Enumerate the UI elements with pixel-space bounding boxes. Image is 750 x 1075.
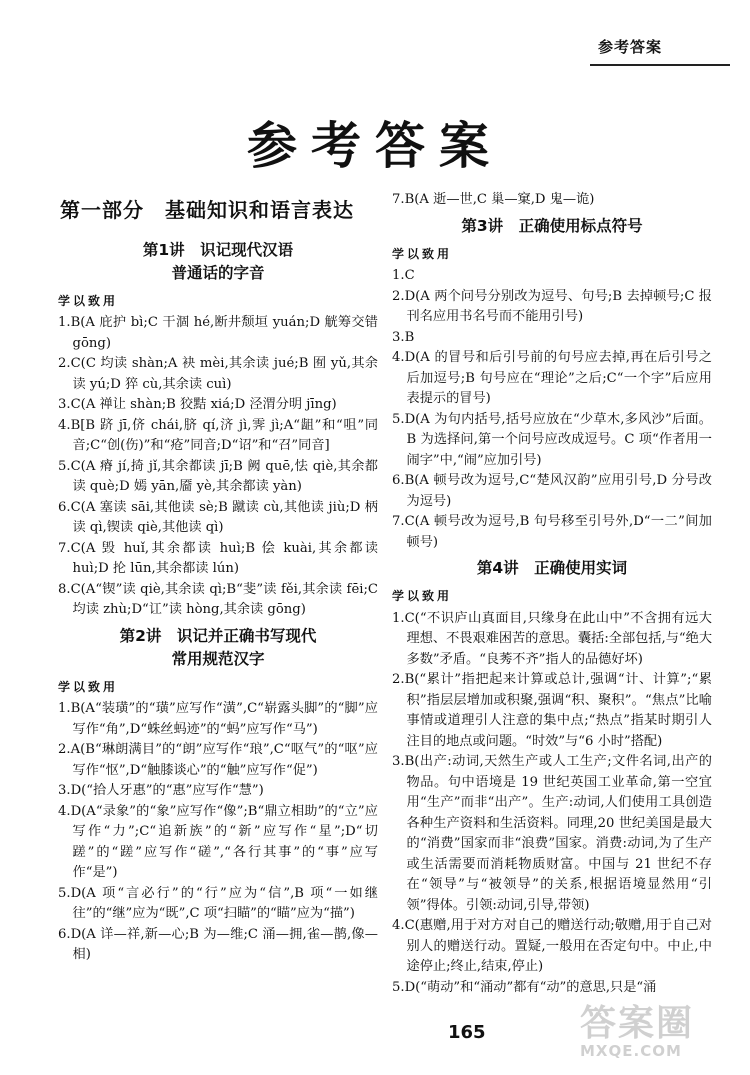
section-3-subheading: 学以致用: [392, 246, 453, 261]
section-4-title: 第4讲 正确使用实词: [476, 559, 628, 577]
answer-item: 3.B(出产:动词,天然生产或人工生产;文件名词,出产的物品。句中语境是 19 世纪英国工业革命,第一空宜用“生产”而非“出产”。生产:动词,人们使用工具创造各种生产资料和生活资料。同理,20 世纪美国是最大的“消费”国家而非“浪费”国家。消费:动词,为了生产或生活需要而消耗物质财富。中国与 21 世纪不存在“领导”与“被领导”的关系,根据语境显然用“引领”得体。引领:动词,引导,带领): [392, 754, 712, 913]
answer-item: 1.B(A 庇护 bì;C 干涸 hé,断井颓垣 yuán;D 觥筹交错 gōng): [58, 315, 378, 351]
answer-item: 4.D(A 的冒号和后引号前的句号应去掉,再在后引号之后加逗号;B 句号应在“理论”之后;C“一个字”后应用表提示的冒号): [392, 350, 712, 406]
answer-item: 1.C: [392, 268, 415, 283]
answer-item: 4.C(惠赠,用于对方对自己的赠送行动;敬赠,用于自己对别人的赠送行动。置疑,一般用在否定句中。中止,中途停止;终止,结束,停止): [392, 918, 712, 974]
section-1-title-line1: 第1讲 识记现代汉语: [142, 240, 294, 259]
section-2-title-line1: 第2讲 识记并正确书写现代: [119, 626, 317, 645]
section-4-subheading: 学以致用: [392, 589, 453, 603]
answer-item: 3.D(“拾人牙惠”的“惠”应写作“慧”): [58, 783, 264, 798]
right-column: [392, 190, 712, 998]
section-2-title: [58, 625, 378, 671]
watermark-line2: MXQE.COM: [580, 1042, 682, 1060]
section-1-title: [58, 239, 378, 285]
answer-item: 5.D(A 为句内括号,括号应放在“少草木,多风沙”后面。B 为选择问,第一个问号应改成逗号。C 项“作者用一闹字”中,“闹”应加引号): [392, 411, 712, 468]
answer-item: 4.D(A“录象”的“象”应写作“像”;B“鼎立相助”的“立”应写作“力”;C“追新族”的“新”应写作“星”;D“切蹉”的“蹉”应写作“磋”,“各行其事”的“事”应写作“是”): [58, 803, 378, 880]
page-number: 165: [448, 1022, 486, 1043]
answer-item: 1.C(“不识庐山真面目,只缘身在此山中”不含拥有远大理想、不畏艰难困苦的意思。囊括:全部包括,与“绝大多数”矛盾。“良莠不齐”指人的品德好坏): [392, 610, 713, 667]
answer-item: 6.C(A 塞读 sāi,其他读 sè;B 蹴读 cù,其他读 jiù;D 柄读 qì,锲读 qiè,其他读 qì): [58, 499, 378, 535]
answer-item: 5.D(“萌动”和“涌动”都有“动”的意思,只是“涌: [392, 979, 657, 995]
answer-item: 2.A(B“琳朗满目”的“朗”应写作“琅”,C“呕气”的“呕”应写作“怄”,D“触膝谈心”的“触”应写作“促”): [58, 742, 378, 778]
answer-item: 1.B(A“装璜”的“璜”应写作“潢”,C“崭露头脚”的“脚”应写作“角”,D“蛛丝蚂迹”的“蚂”应写作“马”): [58, 701, 378, 737]
header-rule: [590, 64, 730, 66]
section-2-title-line2: 常用规范汉字: [171, 649, 265, 668]
header-label: 参考答案: [598, 38, 663, 56]
answer-item: 8.C(A“锲”读 qiè,其余读 qì;B“斐”读 fěi,其余读 fēi;C 均读 zhù;D“讧”读 hòng,其余读 gōng): [58, 581, 378, 617]
answer-item: 2.D(A 两个问号分别改为逗号、句号;B 去掉顿号;C 报刊名应用书名号而不能用引号): [392, 288, 712, 324]
section-2-subheading: 学以致用: [58, 679, 119, 694]
answer-item: 2.B(“累计”指把起来计算或总计,强调“计、计算”;“累积”指层层增加或积聚,强调“积、聚积”。“焦点”比喻事情或道理引人注意的集中点;“热点”指某时期引人注目的地点或问题。“时效”与“6 小时”搭配): [392, 672, 712, 749]
answer-item: 6.D(A 详—祥,新—心;B 为—维;C 涌—拥,雀—鹊,像—相): [58, 926, 378, 962]
answer-item: 2.C(C 均读 shàn;A 袂 mèi,其余读 jué;B 囿 yǔ,其余读 yú;D 猝 cù,其余读 cuì): [58, 356, 378, 392]
part-title: 第一部分 基础知识和语言表达: [60, 198, 354, 222]
answer-item: 5.D(A 项“言必行”的“行”应为“信”,B 项“一如继往”的“继”应为“既”,C 项“扫瞄”的“瞄”应为“描”): [58, 885, 378, 921]
answer-item: 7.B(A 逝—世,C 巢—窠,D 鬼—诡): [392, 192, 595, 207]
answer-item: 3.B: [392, 329, 415, 345]
answer-item: 4.B[B 跻 jī,侪 chái,脐 qí,济 jì,霁 jì;A“龃”和“咀”同音;C“创(伤)”和“疮”同音;D“诏”和“召”同音]: [58, 417, 378, 453]
section-3-title: 第3讲 正确使用标点符号: [461, 216, 643, 235]
section-1-title-line2: 普通话的字音: [171, 263, 265, 282]
watermark-line1: 答案圈: [580, 1003, 695, 1044]
answer-item: 3.C(A 禅让 shàn;B 狡黠 xiá;D 泾渭分明 jīng): [58, 397, 337, 412]
answer-item: 6.B(A 顿号改为逗号,C“楚风汉韵”应用引号,D 分号改为逗号): [392, 473, 712, 509]
section-1-subheading: 学以致用: [58, 293, 119, 308]
answer-item: 7.C(A 顿号改为逗号,B 句号移至引号外,D“一二”间加顿号): [392, 514, 712, 550]
page-title: 参考答案: [247, 117, 503, 175]
left-column: [58, 186, 378, 966]
answer-item: 7.C(A 毁 huǐ,其余都读 huì;B 侩 kuài,其余都读 huì;D 抡 lūn,其余都读 lún): [58, 540, 378, 576]
answer-item: 5.C(A 瘠 jí,掎 jǐ,其余都读 jī;B 阙 quē,怯 qiè,其余都读 què;D 嫣 yān,靥 yè,其余都读 yàn): [58, 458, 378, 494]
watermark-logo: [580, 995, 745, 1070]
